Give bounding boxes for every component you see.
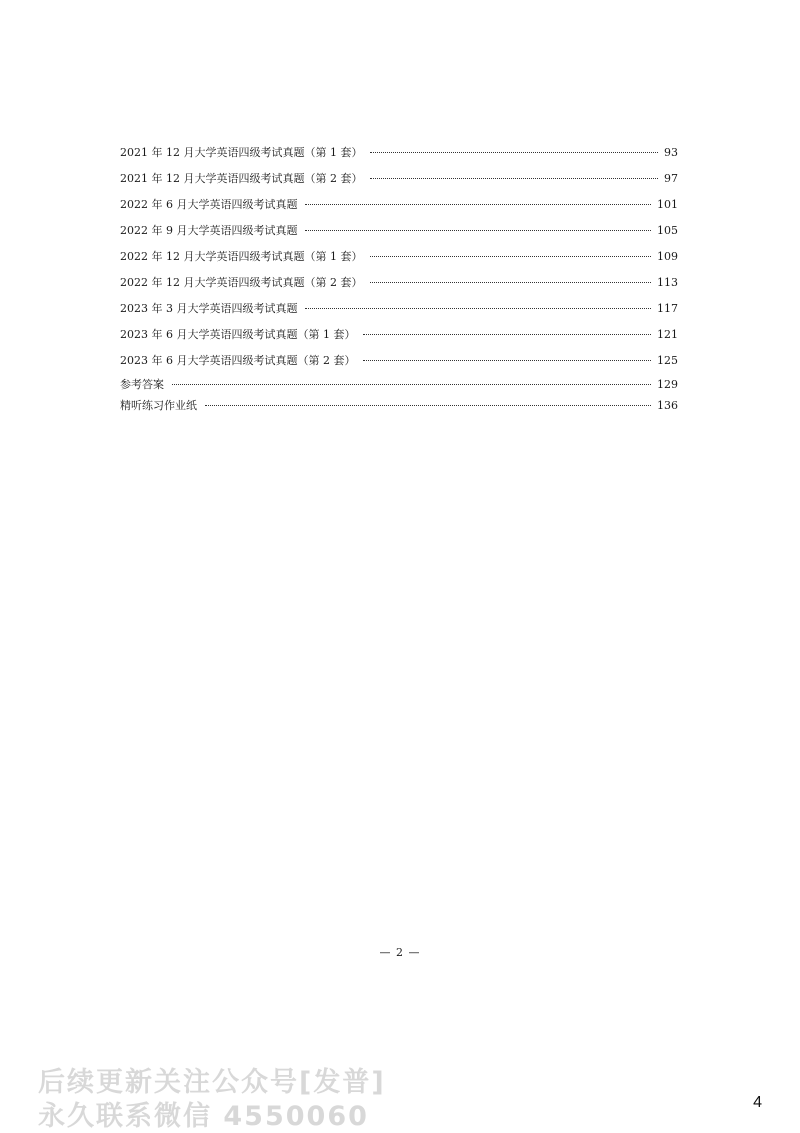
toc-entry[interactable] <box>120 296 678 322</box>
watermark-line-1: 后续更新关注公众号[发普] <box>38 1067 386 1098</box>
toc-entry-title: 2023 年 6 月大学英语四级考试真题（第 2 套） <box>120 354 356 367</box>
toc-entry-page: 113 <box>657 276 678 289</box>
toc-dot-leader <box>205 405 651 406</box>
toc-entry-title: 2022 年 12 月大学英语四级考试真题（第 1 套） <box>120 250 363 263</box>
toc-entry-title: 2023 年 6 月大学英语四级考试真题（第 1 套） <box>120 328 356 341</box>
toc-dot-leader <box>305 204 651 205</box>
toc-entry-title: 2022 年 12 月大学英语四级考试真题（第 2 套） <box>120 276 363 289</box>
toc-entry-title: 2022 年 9 月大学英语四级考试真题 <box>120 224 298 237</box>
page-number-footer: — 2 — <box>379 946 421 959</box>
toc-entry-page: 109 <box>657 250 678 263</box>
toc-dot-leader <box>370 178 658 179</box>
toc-dot-leader <box>363 360 651 361</box>
toc-entry-page: 136 <box>657 399 678 412</box>
toc-entry-title: 参考答案 <box>120 378 164 391</box>
toc-entry-page: 129 <box>657 378 678 391</box>
toc-entry[interactable] <box>120 192 678 218</box>
toc-dot-leader <box>305 230 651 231</box>
watermark-line-2: 永久联系微信 4550060 <box>38 1101 369 1132</box>
toc-entry-title: 2021 年 12 月大学英语四级考试真题（第 1 套） <box>120 146 363 159</box>
toc-entry[interactable] <box>120 270 678 296</box>
toc-entry-title: 精听练习作业纸 <box>120 399 197 412</box>
toc-entry[interactable] <box>120 140 678 166</box>
toc-entry-title: 2021 年 12 月大学英语四级考试真题（第 2 套） <box>120 172 363 185</box>
toc-entry-page: 93 <box>664 146 678 159</box>
toc-entry[interactable] <box>120 348 678 374</box>
toc-dot-leader <box>370 256 651 257</box>
toc-entry-page: 117 <box>657 302 678 315</box>
table-of-contents <box>120 140 678 416</box>
toc-entry[interactable] <box>120 166 678 192</box>
toc-entry[interactable] <box>120 244 678 270</box>
toc-entry-title: 2022 年 6 月大学英语四级考试真题 <box>120 198 298 211</box>
toc-entry-page: 101 <box>657 198 678 211</box>
toc-dot-leader <box>172 384 651 385</box>
toc-entry-page: 121 <box>657 328 678 341</box>
toc-dot-leader <box>305 308 651 309</box>
toc-entry-title: 2023 年 3 月大学英语四级考试真题 <box>120 302 298 315</box>
toc-entry[interactable] <box>120 395 678 416</box>
toc-entry-page: 105 <box>657 224 678 237</box>
toc-entry[interactable] <box>120 374 678 395</box>
toc-dot-leader <box>370 152 658 153</box>
toc-entry-page: 125 <box>657 354 678 367</box>
corner-page-number: 4 <box>753 1094 762 1111</box>
toc-entry[interactable] <box>120 322 678 348</box>
toc-dot-leader <box>370 282 651 283</box>
toc-dot-leader <box>363 334 651 335</box>
toc-entry-page: 97 <box>664 172 678 185</box>
toc-entry[interactable] <box>120 218 678 244</box>
